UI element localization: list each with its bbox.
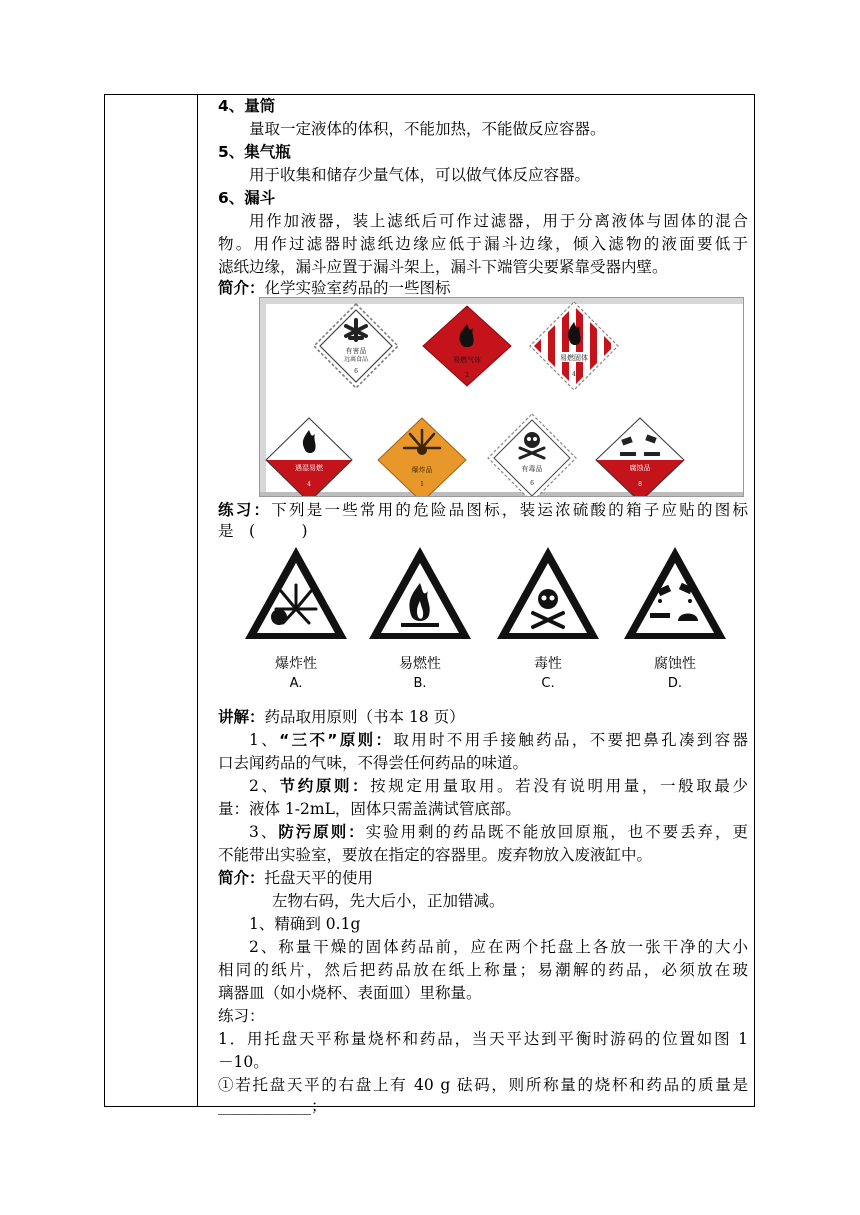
hazard-toxic-label: 有毒品 [521,465,543,473]
flammable-triangle-icon [365,543,475,643]
hazard-flammable-gas-icon [417,302,517,390]
explosive-triangle-icon [241,543,351,643]
option-b-label: 易燃性 [399,656,441,672]
section-4-text: 量取一定液体的体积，不能加热，不能做反应容器。 [249,120,606,138]
section-5-heading: 5、集气瓶 [218,143,291,161]
hazard-explosive-label: 爆炸品 [411,466,433,474]
exercise-1-line-1: 练习：下列是一些常用的危险品图标，装运浓硫酸的箱子应贴的图标 [218,501,748,519]
answer-blank[interactable]: ____________ [218,1097,311,1115]
hazard-harmful-label: 有害品 [345,347,367,355]
balance-item-2-line-1: 2、称量干燥的固体药品前，应在两个托盘上各放一张干净的大小 [249,938,748,956]
intro-balance: 简介：托盘天平的使用 [218,869,374,887]
hazard-wet-label: 遇湿易燃 [295,464,323,472]
hazard-wet-class: 4 [307,481,311,488]
hazard-explosive-class: 1 [420,481,424,488]
section-4-heading: 4、量筒 [218,97,276,115]
hazard-flammable-gas-label: 易燃气体 [453,356,481,364]
hazard-corrosive-icon [594,416,686,497]
exercise-1-line-2: 是 ( ) [218,522,308,540]
option-d-letter: D. [667,676,683,691]
hazard-flammable-solid-label: 易燃固体 [560,354,588,362]
section-6-line-1: 用作加液器，装上滤纸后可作过滤器，用于分离液体与固体的混合 [249,212,748,230]
option-b[interactable] [365,543,475,693]
section-6-line-2: 物。用作过滤器时滤纸边缘应低于漏斗边缘，倾入滤物的液面要低于 [218,235,748,253]
section-6-heading: 6、漏斗 [218,189,276,207]
principle-2-line-2: 量：液体 1-2mL，固体只需盖满试管底部。 [218,800,521,818]
principle-3-line-2: 不能带出实验室，要放在指定的容器里。废弃物放入废液缸中。 [218,846,653,864]
hazard-flammable-solid-class: 4 [572,371,576,378]
option-d[interactable] [620,543,730,693]
option-a-letter: A. [289,676,303,691]
hazard-dangerous-when-wet-icon [264,416,354,497]
balance-item-2-line-2: 相同的纸片，然后把药品放在纸上称量；易潮解的药品，必须放在玻 [218,961,748,979]
exercise-2-q2-line-2: ____________； [218,1097,327,1115]
column-divider [197,95,198,1106]
hazard-signs-image [259,297,744,497]
toxic-triangle-icon [493,543,603,643]
option-c-label: 毒性 [534,656,562,672]
hazard-corrosive-class: 8 [638,481,642,488]
principle-3-line-1: 3、防污原则：实验用剩的药品既不能放回原瓶，也不要丢弃，更 [249,823,748,841]
lecture-heading: 讲解：药品取用原则（书本 18 页） [218,708,465,726]
hazard-flammable-gas-class: 2 [465,372,469,379]
option-c[interactable] [493,543,603,693]
section-5-text: 用于收集和储存少量气体，可以做气体反应容器。 [249,166,591,184]
balance-item-1: 1、精确到 0.1g [249,915,361,933]
corrosive-triangle-icon [620,543,730,643]
option-d-label: 腐蚀性 [654,656,696,672]
hazard-harmful-class: 6 [354,368,358,375]
hazard-flammable-solid-icon [528,300,620,392]
option-a[interactable] [241,543,351,693]
hazard-harmful-sublabel: 远离食品 [343,356,369,363]
hazard-explosive-icon [372,414,472,497]
exercise-2-q1-line-2: －10。 [218,1053,269,1071]
option-c-letter: C. [541,676,555,691]
option-a-label: 爆炸性 [275,656,317,672]
exercise-2-heading: 练习： [218,1007,265,1025]
option-b-letter: B. [413,676,427,691]
hazard-harmful-icon [312,302,400,390]
section-6-line-3: 滤纸边缘，漏斗应置于漏斗架上，漏斗下端管尖要紧靠受器内壁。 [218,258,668,276]
hazard-toxic-class: 6 [530,480,534,487]
principle-1-line-1: 1、“三不”原则：取用时不用手接触药品，不要把鼻孔凑到容器 [249,731,748,749]
principle-2-line-1: 2、节约原则：按规定用量取用。若没有说明用量，一般取最少 [249,777,748,795]
exercise-2-q2-line-1: ①若托盘天平的右盘上有 40 g 砝码，则所称量的烧杯和药品的质量是 [218,1076,748,1094]
balance-rule: 左物右码，先大后小，正加错减。 [272,892,505,910]
balance-item-2-line-3: 璃器皿（如小烧杯、表面皿）里称量。 [218,984,482,1002]
hazard-toxic-icon [486,412,578,497]
exercise-2-q1-line-1: 1．用托盘天平称量烧杯和药品，当天平达到平衡时游码的位置如图 1 [218,1030,748,1048]
hazard-corrosive-label: 腐蚀品 [629,464,651,472]
principle-1-line-2: 口去闻药品的气味，不得尝任何药品的味道。 [218,754,529,772]
intro-hazard-icons: 简介：化学实验室药品的一些图标 [218,279,451,297]
